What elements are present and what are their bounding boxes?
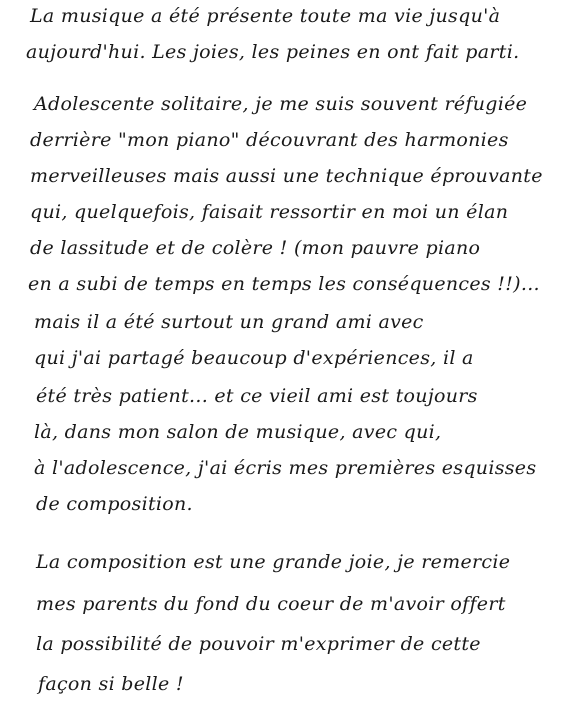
text-line: mais il a été surtout un grand ami avec: [34, 311, 424, 333]
text-line: mes parents du fond du coeur de m'avoir offert: [36, 593, 506, 615]
text-line: La musique a été présente toute ma vie jusqu'à: [30, 5, 501, 27]
text-line: été très patient... et ce vieil ami est toujours: [36, 385, 478, 407]
text-line: Adolescente solitaire, je me suis souvent réfugiée: [34, 93, 528, 115]
text-line: façon si belle !: [38, 673, 184, 695]
text-line: la possibilité de pouvoir m'exprimer de cette: [36, 633, 481, 655]
text-line: La composition est une grande joie, je remercie: [36, 551, 511, 573]
text-line: aujourd'hui. Les joies, les peines en ont fait parti.: [26, 41, 520, 63]
text-line: qui j'ai partagé beaucoup d'expériences, il a: [34, 347, 474, 369]
text-line: qui, quelquefois, faisait ressortir en moi un élan: [30, 201, 509, 223]
text-line: derrière "mon piano" découvrant des harmonies: [30, 129, 509, 151]
text-line: merveilleuses mais aussi une technique éprouvante: [30, 165, 543, 187]
text-line: de lassitude et de colère ! (mon pauvre piano: [30, 237, 481, 259]
text-line: à l'adolescence, j'ai écris mes premières esquisses: [34, 457, 537, 479]
text-line: là, dans mon salon de musique, avec qui,: [34, 421, 442, 443]
text-line: en a subi de temps en temps les conséquences !!)...: [28, 273, 540, 295]
text-line: de composition.: [36, 493, 193, 515]
